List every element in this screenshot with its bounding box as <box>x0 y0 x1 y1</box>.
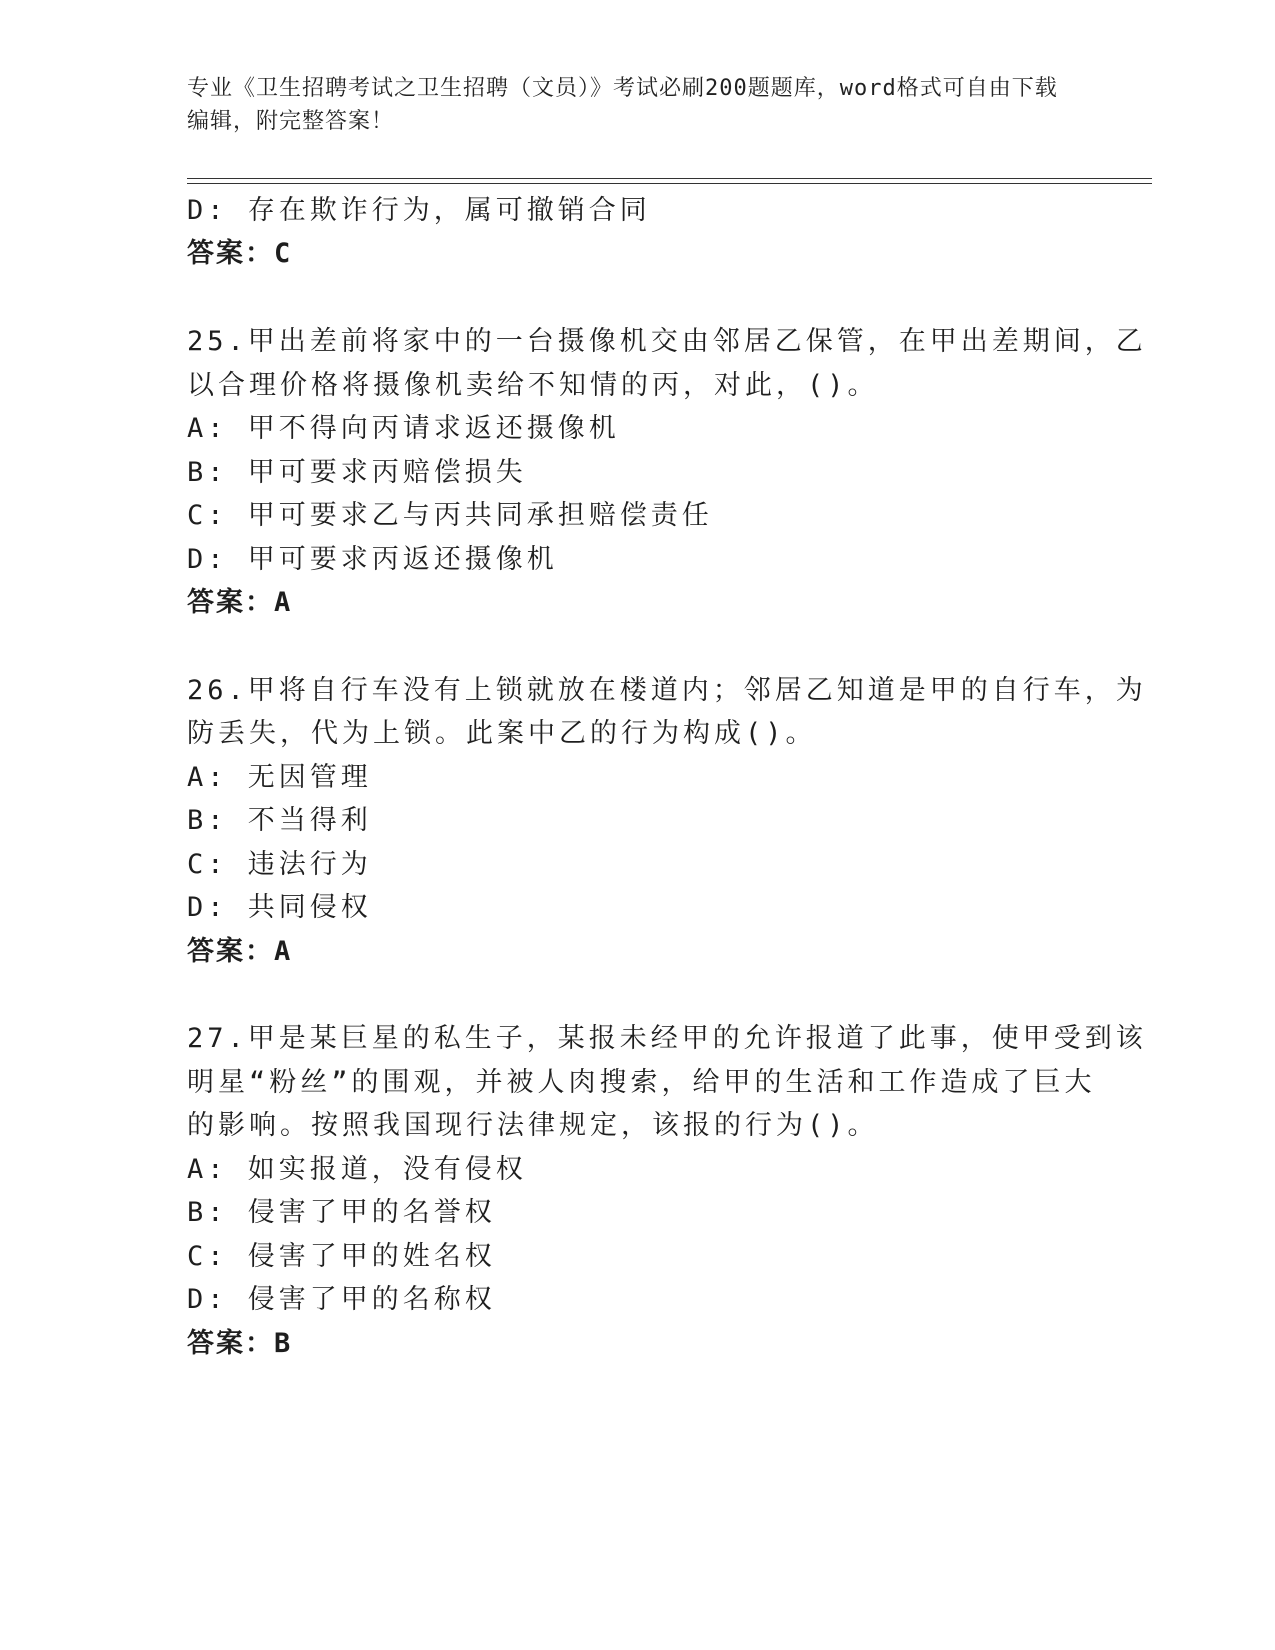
q27-answer: 答案：B <box>187 1328 293 1359</box>
q24-answer: 答案：C <box>187 238 293 269</box>
q25-option-c: C: 甲可要求乙与丙共同承担赔偿责任 <box>187 500 713 531</box>
q24-option-d: D: 存在欺诈行为，属可撤销合同 <box>187 195 651 226</box>
q27-option-c: C: 侵害了甲的姓名权 <box>187 1241 496 1272</box>
q26-stem-line1: 26.甲将自行车没有上锁就放在楼道内；邻居乙知道是甲的自行车，为 <box>187 675 1147 706</box>
q27-option-a: A: 如实报道，没有侵权 <box>187 1154 527 1185</box>
q25-option-d: D: 甲可要求丙返还摄像机 <box>187 544 558 575</box>
header-rule-bottom <box>187 183 1152 184</box>
header-rule-top <box>187 178 1152 179</box>
q26-option-c: C: 违法行为 <box>187 849 372 880</box>
q27-stem-line2: 明星“粉丝”的围观，并被人肉搜索，给甲的生活和工作造成了巨大 <box>187 1067 1096 1098</box>
q26-option-b: B: 不当得利 <box>187 805 372 836</box>
q26-answer: 答案：A <box>187 936 293 967</box>
q25-stem-line1: 25.甲出差前将家中的一台摄像机交由邻居乙保管，在甲出差期间，乙 <box>187 326 1147 357</box>
q25-answer: 答案：A <box>187 587 293 618</box>
document-header: 专业《卫生招聘考试之卫生招聘（文员）》考试必刷200题题库，word格式可自由下载编辑，附完整答案！ <box>187 76 1058 134</box>
q26-option-a: A: 无因管理 <box>187 762 372 793</box>
q27-stem-line1: 27.甲是某巨星的私生子，某报未经甲的允许报道了此事，使甲受到该 <box>187 1023 1147 1054</box>
q25-option-a: A: 甲不得向丙请求返还摄像机 <box>187 413 620 444</box>
q25-stem-line2: 以合理价格将摄像机卖给不知情的丙，对此，()。 <box>187 370 879 401</box>
q26-stem-line2: 防丢失，代为上锁。此案中乙的行为构成()。 <box>187 718 817 749</box>
q27-stem-line3: 的影响。按照我国现行法律规定，该报的行为()。 <box>187 1110 879 1141</box>
q25-option-b: B: 甲可要求丙赔偿损失 <box>187 457 527 488</box>
q27-option-b: B: 侵害了甲的名誉权 <box>187 1197 496 1228</box>
q26-option-d: D: 共同侵权 <box>187 892 372 923</box>
q27-option-d: D: 侵害了甲的名称权 <box>187 1284 496 1315</box>
